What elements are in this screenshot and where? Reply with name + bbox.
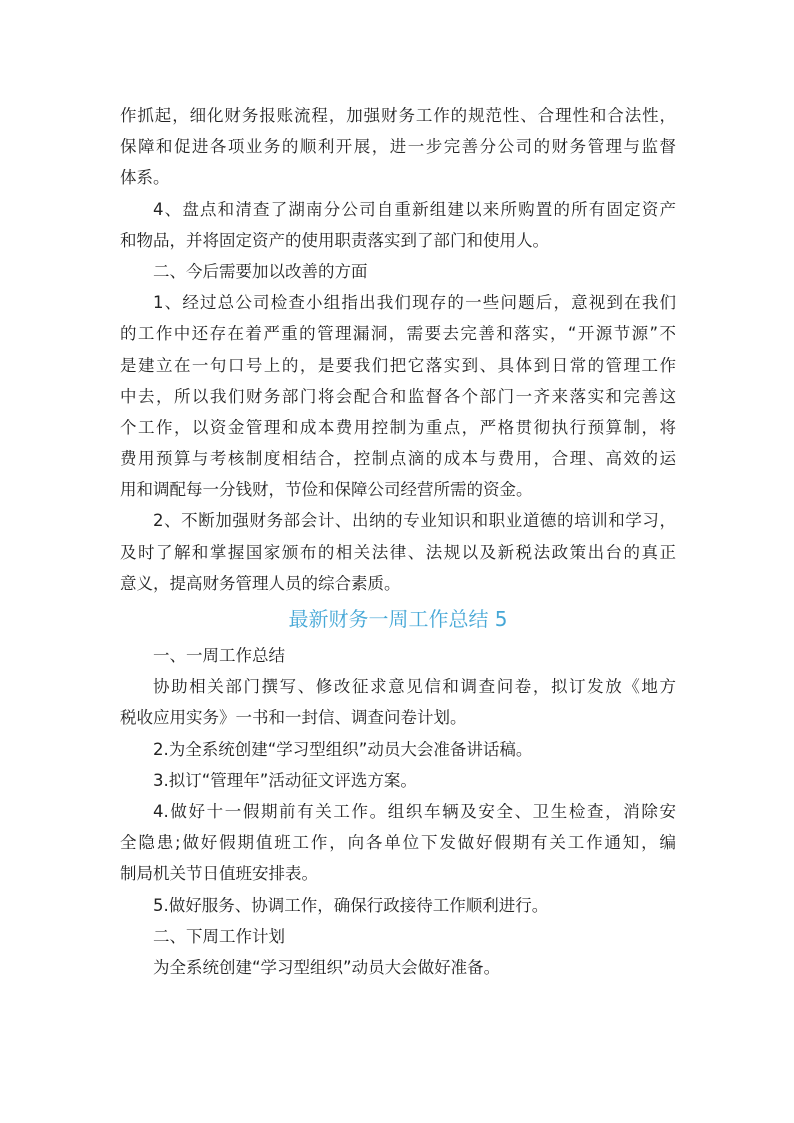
paragraph-line: 4.做好十一假期前有关工作。组织车辆及安全、卫生检查，消除安 — [153, 801, 676, 821]
paragraph-line: 全隐患;做好假期值班工作，向各单位下发做好假期有关工作通知，编 — [120, 833, 676, 853]
paragraph-line: 中去，所以我们财务部门将会配合和监督各个部门一齐来落实和完善这 — [120, 386, 676, 406]
section-subheading: 二、下周工作计划 — [153, 926, 285, 946]
paragraph-line: 个工作，以资金管理和成本费用控制为重点，严格贯彻执行预算制，将 — [120, 417, 676, 437]
document-page — [120, 100, 676, 983]
paragraph-line: 意义，提高财务管理人员的综合素质。 — [120, 573, 401, 593]
paragraph-line: 1、经过总公司检查小组指出我们现存的一些问题后，意视到在我们 — [153, 293, 676, 313]
paragraph-line: 制局机关节日值班安排表。 — [120, 864, 318, 884]
paragraph-line: 的工作中还存在着严重的管理漏洞，需要去完善和落实，“开源节源”不 — [120, 324, 676, 344]
paragraph-line: 和物品，并将固定资产的使用职责落实到了部门和使用人。 — [120, 230, 549, 250]
paragraph-line: 费用预算与考核制度相结合，控制点滴的成本与费用，合理、高效的运 — [120, 449, 676, 469]
paragraph-line: 2、不断加强财务部会计、出纳的专业知识和职业道德的培训和学习， — [153, 511, 676, 531]
paragraph-line: 协助相关部门撰写、修改征求意见信和调查问卷，拟订发放《地方 — [153, 677, 676, 697]
paragraph-line: 体系。 — [120, 168, 170, 188]
paragraph-line: 税收应用实务》一书和一封信、调查问卷计划。 — [120, 708, 467, 728]
paragraph-line: 作抓起，细化财务报账流程，加强财务工作的规范性、合理性和合法性， — [120, 106, 676, 125]
paragraph-line: 4、盘点和清查了湖南分公司自重新组建以来所购置的所有固定资产 — [153, 199, 676, 219]
section-subheading: 二、今后需要加以改善的方面 — [153, 261, 368, 281]
paragraph-line: 3.拟订“管理年”活动征文评选方案。 — [153, 770, 417, 790]
paragraph-line: 为全系统创建“学习型组织”动员大会做好准备。 — [153, 957, 501, 977]
section-subheading: 一、一周工作总结 — [153, 646, 285, 665]
paragraph-line: 用和调配每一分钱财，节俭和保障公司经营所需的资金。 — [120, 480, 533, 500]
document-heading: 最新财务一周工作总结 5 — [288, 607, 508, 631]
paragraph-line: 是建立在一句口号上的，是要我们把它落实到、具体到日常的管理工作 — [120, 355, 676, 375]
paragraph-line: 保障和促进各项业务的顺利开展，进一步完善分公司的财务管理与监督 — [120, 137, 676, 157]
paragraph-line: 5.做好服务、协调工作，确保行政接待工作顺利进行。 — [153, 895, 549, 915]
paragraph-line: 及时了解和掌握国家颁布的相关法律、法规以及新税法政策出台的真正 — [120, 542, 676, 562]
paragraph-line: 2.为全系统创建“学习型组织”动员大会准备讲话稿。 — [153, 739, 533, 759]
